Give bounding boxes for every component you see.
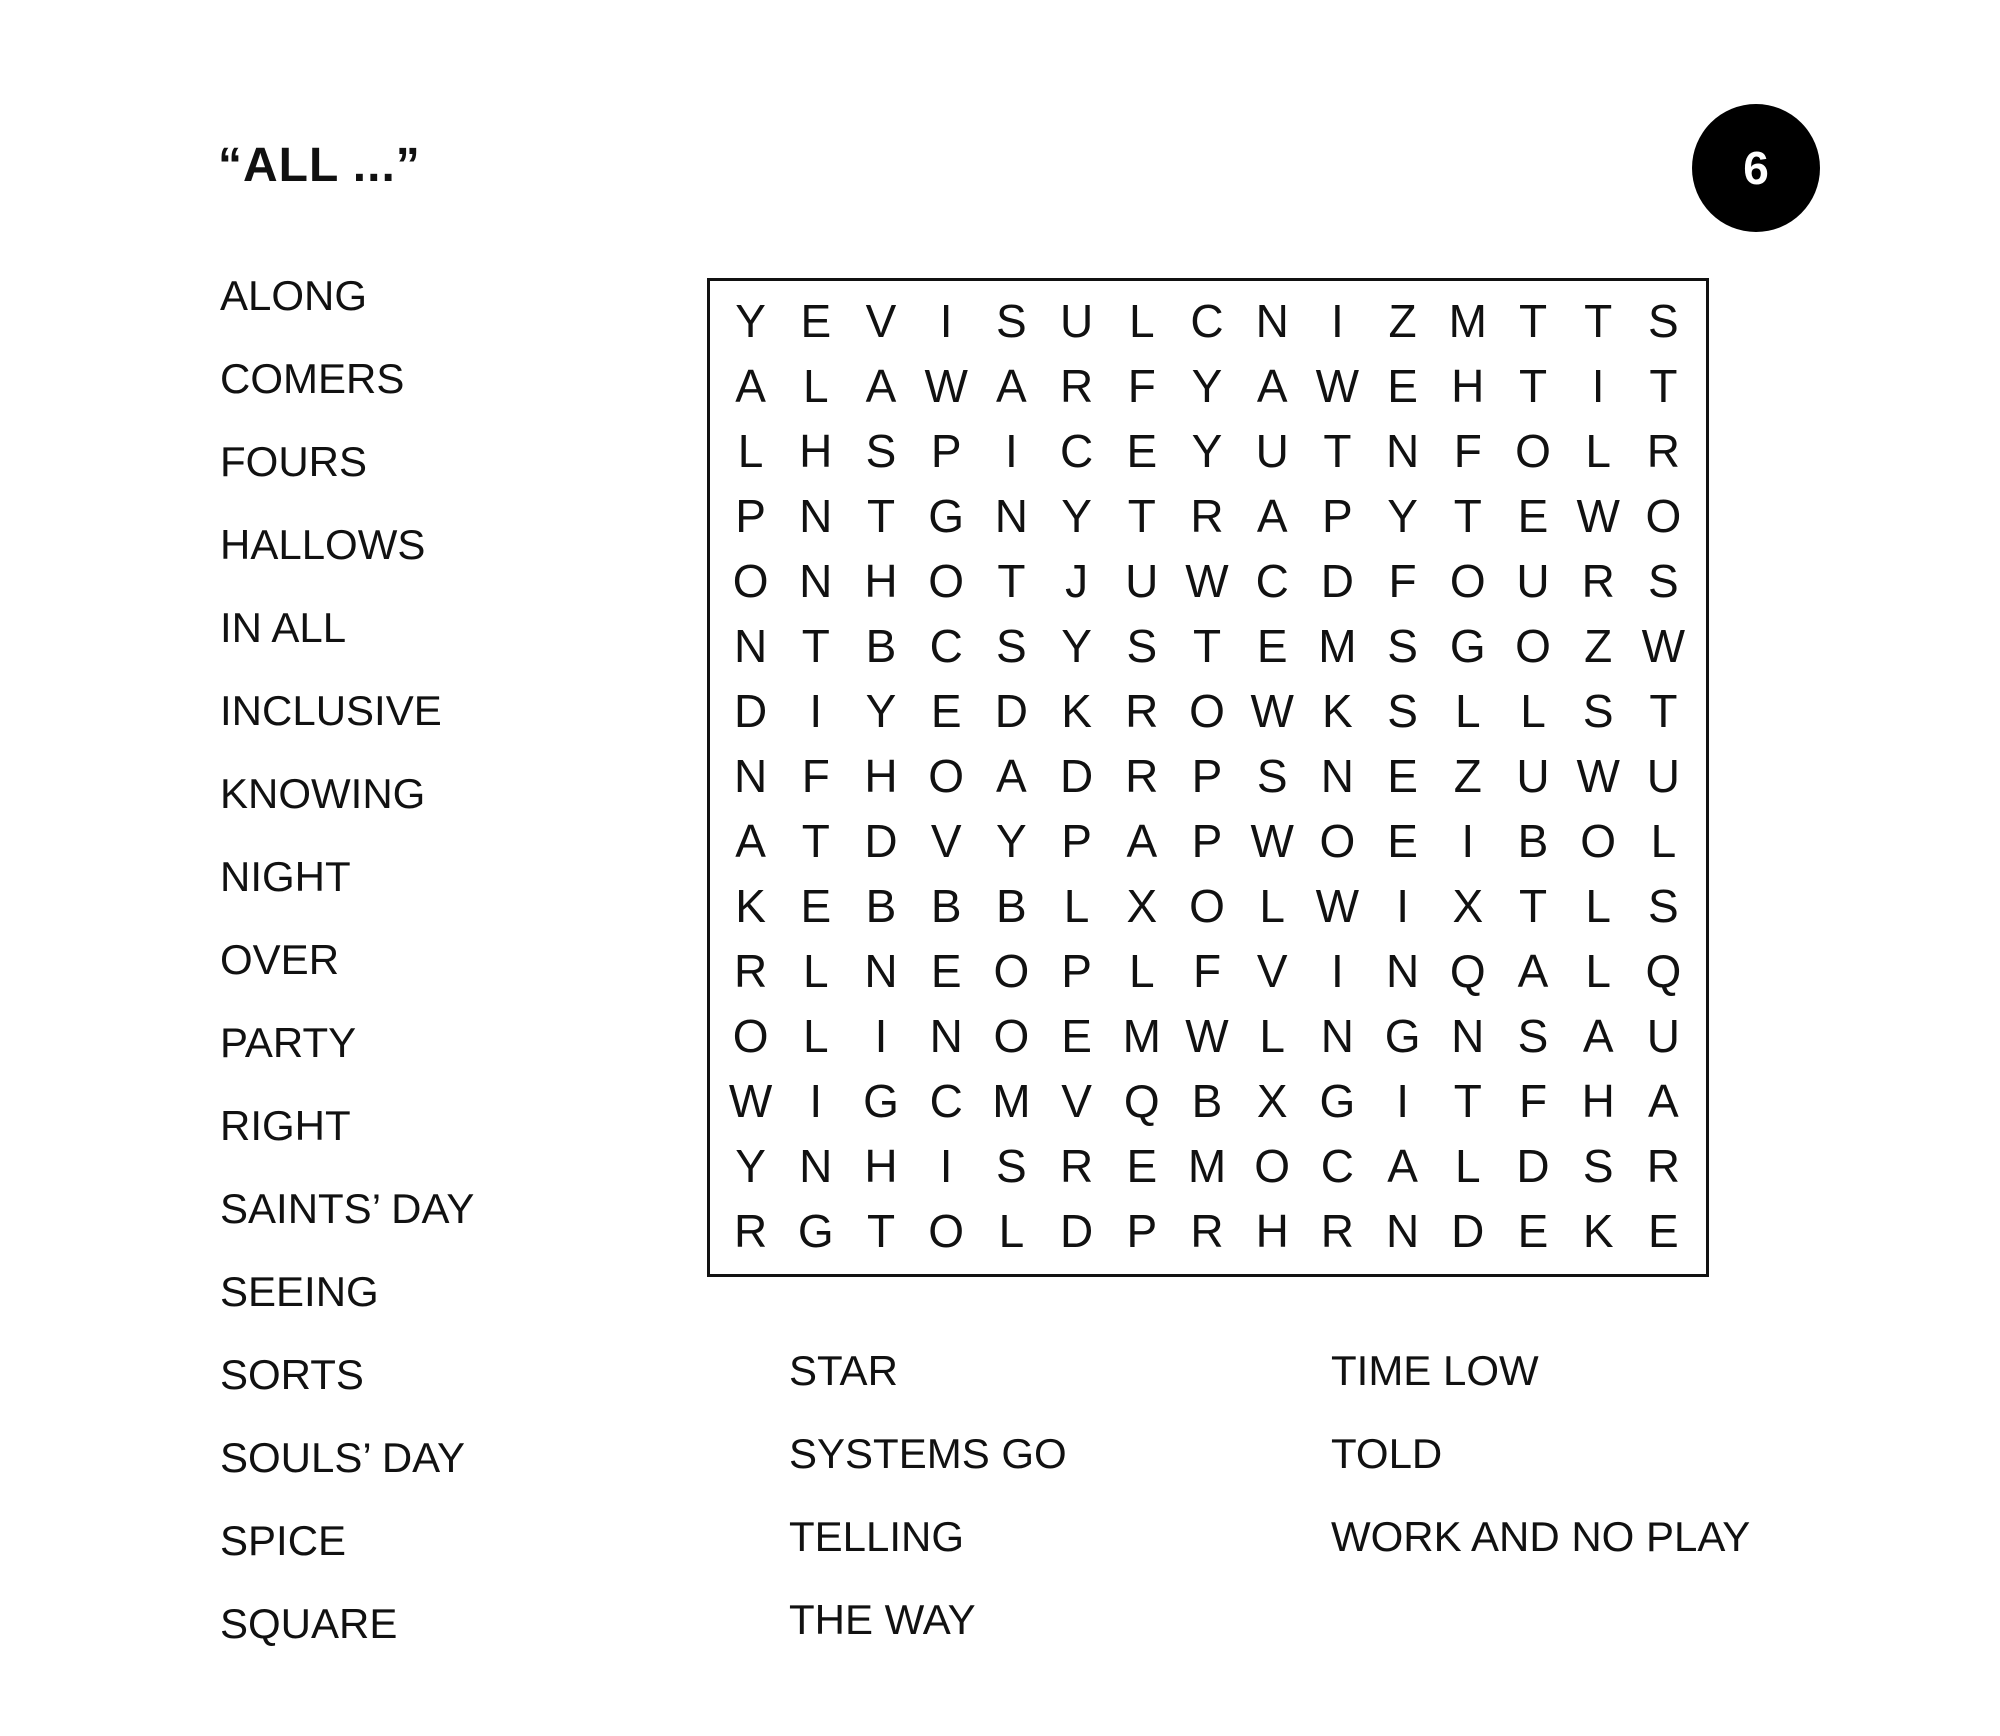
grid-letter-cell[interactable]: E xyxy=(1648,1204,1679,1257)
grid-letter-cell[interactable]: E xyxy=(930,684,962,737)
grid-letter-cell[interactable]: I xyxy=(1396,879,1409,932)
grid-letter-cell[interactable]: B xyxy=(930,879,962,932)
grid-letter-cell[interactable]: E xyxy=(930,944,962,997)
grid-letter-cell[interactable]: T xyxy=(866,1204,896,1257)
grid-letter-cell[interactable]: N xyxy=(994,489,1028,542)
word-list-item: ALONG xyxy=(220,272,368,319)
grid-letter-cell[interactable]: X xyxy=(1126,879,1158,932)
grid-letter-cell[interactable]: A xyxy=(1256,359,1288,412)
grid-letter-cell[interactable]: P xyxy=(1191,749,1223,802)
grid-letter-cell[interactable]: V xyxy=(1256,944,1288,997)
grid-letter-cell[interactable]: Y xyxy=(1061,489,1092,542)
grid-letter-cell[interactable]: E xyxy=(1387,359,1418,412)
grid-letter-cell[interactable]: M xyxy=(1318,619,1357,672)
grid-letter-cell[interactable]: D xyxy=(864,814,898,867)
grid-letter-cell[interactable]: F xyxy=(1127,359,1156,412)
grid-letter-cell[interactable]: A xyxy=(996,749,1027,802)
grid-letter-cell[interactable]: V xyxy=(1061,1074,1092,1127)
word-list-item: KNOWING xyxy=(220,770,426,817)
grid-letter-cell[interactable]: L xyxy=(1128,944,1155,997)
word-list-item: WORK AND NO PLAY xyxy=(1331,1513,1751,1560)
grid-letter-cell[interactable]: E xyxy=(800,294,832,347)
word-list-item: OVER xyxy=(220,936,340,983)
grid-letter-cell[interactable]: T xyxy=(1518,294,1548,347)
grid-letter-cell[interactable]: S xyxy=(996,1139,1027,1192)
grid-letter-cell[interactable]: O xyxy=(928,554,965,607)
word-list-item: FOURS xyxy=(220,438,367,485)
grid-letter-cell[interactable]: N xyxy=(1255,294,1289,347)
grid-letter-cell[interactable]: U xyxy=(1646,749,1680,802)
grid-letter-cell[interactable]: C xyxy=(1059,424,1094,477)
word-list-column-1 xyxy=(220,254,474,1665)
grid-letter-cell[interactable]: E xyxy=(1126,424,1158,477)
grid-letter-cell[interactable]: H xyxy=(864,554,898,607)
grid-letter-cell[interactable]: D xyxy=(1059,749,1094,802)
grid-letter-cell[interactable]: B xyxy=(996,879,1027,932)
grid-letter-cell[interactable]: T xyxy=(1649,684,1678,737)
grid-letter-cell[interactable]: W xyxy=(924,359,968,412)
grid-letter-cell[interactable]: R xyxy=(1320,1204,1354,1257)
grid-letter-cell[interactable]: K xyxy=(1582,1204,1614,1257)
grid-letter-cell[interactable]: L xyxy=(1454,684,1481,737)
grid-letter-cell[interactable]: W xyxy=(1185,1009,1229,1062)
grid-letter-cell[interactable]: Q xyxy=(1123,1074,1160,1127)
grid-letter-cell[interactable]: C xyxy=(1255,554,1289,607)
grid-letter-cell[interactable]: E xyxy=(800,879,832,932)
grid-letter-cell[interactable]: T xyxy=(1518,879,1548,932)
grid-letter-cell[interactable]: Y xyxy=(735,294,766,347)
grid-letter-cell[interactable]: R xyxy=(1190,489,1224,542)
grid-letter-cell[interactable]: W xyxy=(1315,879,1360,932)
grid-letter-cell[interactable]: N xyxy=(1385,944,1420,997)
word-list-column-2 xyxy=(789,1329,1067,1661)
word-list-item: SYSTEMS GO xyxy=(789,1430,1067,1477)
grid-letter-cell[interactable]: R xyxy=(1190,1204,1224,1257)
word-list-item: PARTY xyxy=(220,1019,357,1066)
grid-letter-cell[interactable]: I xyxy=(1331,944,1344,997)
grid-letter-cell[interactable]: B xyxy=(1191,1074,1223,1127)
grid-letter-cell[interactable]: A xyxy=(996,359,1027,412)
word-list-item: SAINTS’ DAY xyxy=(220,1185,475,1232)
grid-letter-cell[interactable]: B xyxy=(1517,814,1549,867)
grid-letter-cell[interactable]: L xyxy=(1520,684,1546,737)
grid-letter-cell[interactable]: S xyxy=(1648,879,1679,932)
grid-letter-cell[interactable]: T xyxy=(801,814,830,867)
grid-letter-cell[interactable]: L xyxy=(802,359,829,412)
grid-letter-cell[interactable]: E xyxy=(1387,814,1418,867)
grid-letter-cell[interactable]: O xyxy=(1189,879,1225,932)
grid-letter-cell[interactable]: A xyxy=(1517,944,1549,997)
grid-letter-cell[interactable]: S xyxy=(1387,619,1418,672)
grid-letter-cell[interactable]: Q xyxy=(1645,944,1682,997)
grid-letter-cell[interactable]: T xyxy=(1453,489,1482,542)
grid-letter-cell[interactable]: D xyxy=(994,684,1028,737)
grid-letter-cell[interactable]: N xyxy=(1385,424,1420,477)
grid-letter-cell[interactable]: Z xyxy=(1388,294,1417,347)
word-list-item: TIME LOW xyxy=(1331,1347,1539,1394)
grid-letter-cell[interactable]: F xyxy=(801,749,830,802)
grid-letter-cell[interactable]: T xyxy=(801,619,830,672)
grid-letter-cell[interactable]: L xyxy=(1128,294,1155,347)
grid-letter-cell[interactable]: M xyxy=(1448,294,1487,347)
word-list-item: COMERS xyxy=(220,355,405,402)
grid-letter-cell[interactable]: Q xyxy=(1449,944,1486,997)
grid-letter-cell[interactable]: R xyxy=(733,944,768,997)
word-list-item: NIGHT xyxy=(220,853,351,900)
grid-letter-cell[interactable]: G xyxy=(928,489,965,542)
grid-letter-cell[interactable]: E xyxy=(1517,489,1549,542)
word-list-item: STAR xyxy=(789,1347,898,1394)
grid-letter-cell[interactable]: A xyxy=(1648,1074,1679,1127)
grid-letter-cell[interactable]: F xyxy=(1192,944,1222,997)
grid-letter-cell[interactable]: E xyxy=(1061,1009,1092,1062)
grid-letter-cell[interactable]: F xyxy=(1518,1074,1548,1127)
grid-letter-cell[interactable]: S xyxy=(1648,554,1679,607)
grid-letter-cell[interactable]: S xyxy=(1582,684,1614,737)
grid-letter-cell[interactable]: H xyxy=(864,749,898,802)
grid-letter-cell[interactable]: L xyxy=(998,1204,1025,1257)
letter-grid xyxy=(707,278,1709,1277)
grid-letter-cell[interactable]: Y xyxy=(1387,489,1418,542)
grid-letter-cell[interactable]: D xyxy=(1451,1204,1485,1257)
grid-letter-cell[interactable]: I xyxy=(1591,359,1605,412)
grid-letter-cell[interactable]: O xyxy=(1645,489,1682,542)
grid-letter-cell[interactable]: S xyxy=(1126,619,1158,672)
grid-letter-cell[interactable]: W xyxy=(1315,359,1360,412)
grid-letter-cell[interactable]: B xyxy=(865,619,897,672)
grid-letter-cell[interactable]: C xyxy=(929,619,963,672)
grid-letter-cell[interactable]: U xyxy=(1516,749,1550,802)
grid-letter-cell[interactable]: W xyxy=(1576,489,1620,542)
grid-letter-cell[interactable]: K xyxy=(1322,684,1353,737)
word-list-item: SORTS xyxy=(220,1351,364,1398)
grid-letter-cell[interactable]: I xyxy=(874,1009,888,1062)
grid-letter-cell[interactable]: U xyxy=(1059,294,1094,347)
grid-letter-cell[interactable]: R xyxy=(1581,554,1615,607)
grid-letter-cell[interactable]: S xyxy=(996,619,1027,672)
grid-letter-cell[interactable]: I xyxy=(809,1074,823,1127)
grid-letter-cell[interactable]: R xyxy=(1646,1139,1680,1192)
grid-letter-cell[interactable]: E xyxy=(1387,749,1418,802)
grid-letter-cell[interactable]: N xyxy=(733,619,768,672)
grid-letter-cell[interactable]: Y xyxy=(1191,359,1223,412)
grid-letter-cell[interactable]: W xyxy=(1576,749,1620,802)
grid-letter-cell[interactable]: H xyxy=(799,424,833,477)
grid-letter-cell[interactable]: V xyxy=(930,814,962,867)
grid-letter-cell[interactable]: H xyxy=(1581,1074,1615,1127)
grid-letter-cell[interactable]: O xyxy=(928,749,965,802)
grid-letter-cell[interactable]: F xyxy=(1453,424,1482,477)
grid-letter-cell[interactable]: H xyxy=(1451,359,1485,412)
grid-letter-cell[interactable]: T xyxy=(1584,294,1613,347)
word-list-item: SPICE xyxy=(220,1517,347,1564)
grid-letter-cell[interactable]: L xyxy=(1454,1139,1481,1192)
grid-letter-cell[interactable]: E xyxy=(1256,619,1288,672)
grid-letter-cell[interactable]: P xyxy=(1322,489,1353,542)
grid-letter-cell[interactable]: H xyxy=(1255,1204,1289,1257)
grid-letter-cell[interactable]: A xyxy=(865,359,897,412)
grid-letter-cell[interactable]: A xyxy=(735,814,766,867)
grid-letter-cell[interactable]: W xyxy=(1641,619,1686,672)
grid-letter-cell[interactable]: A xyxy=(1387,1139,1418,1192)
grid-letter-cell[interactable]: P xyxy=(1126,1204,1158,1257)
grid-letter-cell[interactable]: N xyxy=(733,749,768,802)
grid-letter-cell[interactable]: T xyxy=(1127,489,1156,542)
word-list-item: TOLD xyxy=(1331,1430,1443,1477)
grid-letter-cell[interactable]: T xyxy=(866,489,896,542)
grid-letter-cell[interactable]: I xyxy=(1005,424,1018,477)
grid-letter-cell[interactable]: J xyxy=(1065,554,1089,607)
grid-letter-cell[interactable]: R xyxy=(1125,749,1159,802)
puzzle-title: “ALL ...” xyxy=(218,139,421,192)
grid-letter-cell[interactable]: N xyxy=(1320,749,1354,802)
grid-letter-cell[interactable]: I xyxy=(1461,814,1475,867)
grid-letter-cell[interactable]: D xyxy=(1516,1139,1550,1192)
grid-letter-cell[interactable]: L xyxy=(1585,879,1611,932)
puzzle-number-badge: 6 xyxy=(1692,104,1820,232)
grid-letter-cell[interactable]: U xyxy=(1646,1009,1680,1062)
grid-letter-cell[interactable]: M xyxy=(1122,1009,1161,1062)
grid-letter-cell[interactable]: O xyxy=(1515,424,1551,477)
word-list-item: SEEING xyxy=(220,1268,379,1315)
grid-letter-cell[interactable]: W xyxy=(1250,684,1294,737)
grid-letter-cell[interactable]: G xyxy=(1384,1009,1421,1062)
grid-letter-cell[interactable]: O xyxy=(1189,684,1225,737)
grid-letter-cell[interactable]: Y xyxy=(1191,424,1223,477)
grid-letter-cell[interactable]: A xyxy=(1582,1009,1614,1062)
grid-letter-cell[interactable]: N xyxy=(1320,1009,1354,1062)
grid-letter-cell[interactable]: I xyxy=(939,1139,953,1192)
grid-letter-cell[interactable]: S xyxy=(1582,1139,1614,1192)
grid-letter-cell[interactable]: O xyxy=(928,1204,965,1257)
grid-letter-cell[interactable]: X xyxy=(1452,879,1484,932)
grid-letter-cell[interactable]: G xyxy=(797,1204,834,1257)
grid-letter-cell[interactable]: Z xyxy=(1453,749,1482,802)
grid-letter-cell[interactable]: T xyxy=(1192,619,1222,672)
grid-letter-cell[interactable]: Y xyxy=(865,684,897,737)
word-list-item: IN ALL xyxy=(220,604,347,651)
grid-letter-cell[interactable]: L xyxy=(1585,944,1611,997)
grid-letter-cell[interactable]: P xyxy=(1061,944,1092,997)
grid-letter-cell[interactable]: F xyxy=(1388,554,1417,607)
grid-letter-cell[interactable]: S xyxy=(1256,749,1288,802)
grid-letter-cell[interactable]: G xyxy=(1449,619,1486,672)
grid-letter-cell[interactable]: O xyxy=(732,1009,769,1062)
grid-letter-cell[interactable]: L xyxy=(802,1009,829,1062)
grid-letter-cell[interactable]: H xyxy=(864,1139,898,1192)
grid-letter-cell[interactable]: A xyxy=(1126,814,1158,867)
grid-letter-cell[interactable]: S xyxy=(1517,1009,1549,1062)
grid-letter-cell[interactable]: Z xyxy=(1584,619,1613,672)
grid-letter-cell[interactable]: O xyxy=(1319,814,1356,867)
grid-letter-cell[interactable]: X xyxy=(1256,1074,1288,1127)
word-list-item: SOULS’ DAY xyxy=(220,1434,466,1481)
grid-letter-cell[interactable]: Y xyxy=(996,814,1027,867)
grid-letter-cell[interactable]: C xyxy=(929,1074,963,1127)
grid-letter-cell[interactable]: L xyxy=(802,944,829,997)
grid-letter-cell[interactable]: U xyxy=(1255,424,1289,477)
grid-letter-cell[interactable]: V xyxy=(865,294,897,347)
grid-letter-cell[interactable]: I xyxy=(939,294,953,347)
grid-letter-cell[interactable]: K xyxy=(1061,684,1092,737)
grid-letter-cell[interactable]: G xyxy=(1319,1074,1356,1127)
grid-letter-cell[interactable]: D xyxy=(733,684,768,737)
grid-letter-cell[interactable]: W xyxy=(728,1074,773,1127)
grid-letter-cell[interactable]: R xyxy=(1059,1139,1094,1192)
grid-letter-cell[interactable]: S xyxy=(1387,684,1418,737)
grid-letter-cell[interactable]: L xyxy=(737,424,764,477)
grid-letter-cell[interactable]: G xyxy=(863,1074,899,1127)
grid-letter-cell[interactable]: E xyxy=(1517,1204,1549,1257)
grid-letter-cell[interactable]: W xyxy=(1250,814,1294,867)
grid-letter-cell[interactable]: Y xyxy=(1061,619,1092,672)
grid-letter-cell[interactable]: L xyxy=(1259,879,1285,932)
grid-letter-cell[interactable]: R xyxy=(1125,684,1159,737)
grid-letter-cell[interactable]: N xyxy=(799,554,833,607)
word-list-item: RIGHT xyxy=(220,1102,351,1149)
grid-letter-cell[interactable]: N xyxy=(1451,1009,1485,1062)
grid-letter-cell[interactable]: C xyxy=(1320,1139,1354,1192)
grid-letter-cell[interactable]: A xyxy=(735,359,766,412)
grid-letter-cell[interactable]: O xyxy=(993,944,1030,997)
grid-letter-cell[interactable]: R xyxy=(1646,424,1680,477)
grid-letter-cell[interactable]: S xyxy=(996,294,1027,347)
grid-letter-cell[interactable]: L xyxy=(1259,1009,1285,1062)
word-list-item: INCLUSIVE xyxy=(220,687,442,734)
grid-letter-cell[interactable]: U xyxy=(1125,554,1159,607)
grid-letter-cell[interactable]: O xyxy=(1254,1139,1291,1192)
grid-letter-cell[interactable]: P xyxy=(1191,814,1223,867)
grid-letter-cell[interactable]: S xyxy=(865,424,897,477)
word-list-item: THE WAY xyxy=(789,1596,976,1643)
grid-letter-cell[interactable]: C xyxy=(1190,294,1224,347)
grid-letter-cell[interactable]: N xyxy=(1385,1204,1420,1257)
word-list-column-3 xyxy=(1331,1329,1750,1578)
grid-letter-cell[interactable]: T xyxy=(1323,424,1352,477)
word-list-item: HALLOWS xyxy=(220,521,426,568)
grid-letter-cell[interactable]: O xyxy=(1580,814,1617,867)
word-list-item: TELLING xyxy=(789,1513,965,1560)
grid-letter-cell[interactable]: S xyxy=(1648,294,1679,347)
grid-letter-cell[interactable]: O xyxy=(993,1009,1030,1062)
grid-letter-cell[interactable]: T xyxy=(1518,359,1548,412)
grid-letter-cell[interactable]: U xyxy=(1516,554,1550,607)
grid-letter-cell[interactable]: D xyxy=(1320,554,1354,607)
grid-letter-cell[interactable]: B xyxy=(865,879,897,932)
grid-letter-cell[interactable]: R xyxy=(1059,359,1094,412)
word-list-item: SQUARE xyxy=(220,1600,398,1647)
grid-letter-cell[interactable]: N xyxy=(929,1009,963,1062)
grid-letter-cell[interactable]: E xyxy=(1126,1139,1158,1192)
grid-letter-cell[interactable]: N xyxy=(799,1139,833,1192)
grid-letter-cell[interactable]: L xyxy=(1063,879,1090,932)
grid-letter-cell[interactable]: M xyxy=(992,1074,1031,1127)
grid-letter-cell[interactable]: T xyxy=(997,554,1026,607)
grid-letter-cell[interactable]: A xyxy=(1256,489,1288,542)
grid-letter-cell[interactable]: W xyxy=(1185,554,1229,607)
grid-letter-cell[interactable]: P xyxy=(1061,814,1092,867)
grid-letter-cell[interactable]: L xyxy=(1650,814,1677,867)
grid-letter-cell[interactable]: Y xyxy=(735,1139,766,1192)
grid-letter-cell[interactable]: L xyxy=(1585,424,1611,477)
grid-letter-cell[interactable]: I xyxy=(1396,1074,1409,1127)
grid-letter-cell[interactable]: R xyxy=(733,1204,768,1257)
grid-letter-cell[interactable]: I xyxy=(809,684,823,737)
grid-letter-cell[interactable]: I xyxy=(1331,294,1344,347)
grid-letter-cell[interactable]: D xyxy=(1059,1204,1094,1257)
grid-letter-cell[interactable]: N xyxy=(864,944,898,997)
grid-letter-cell[interactable]: M xyxy=(1187,1139,1227,1192)
grid-letter-cell[interactable]: O xyxy=(1449,554,1486,607)
grid-letter-cell[interactable]: T xyxy=(1453,1074,1482,1127)
grid-letter-cell[interactable]: P xyxy=(930,424,962,477)
grid-letter-cell[interactable]: K xyxy=(735,879,766,932)
grid-letter-cell[interactable]: O xyxy=(732,554,769,607)
grid-letter-cell[interactable]: N xyxy=(799,489,833,542)
grid-letter-cell[interactable]: P xyxy=(735,489,766,542)
grid-letter-cell[interactable]: O xyxy=(1515,619,1551,672)
grid-letter-cell[interactable]: T xyxy=(1649,359,1678,412)
